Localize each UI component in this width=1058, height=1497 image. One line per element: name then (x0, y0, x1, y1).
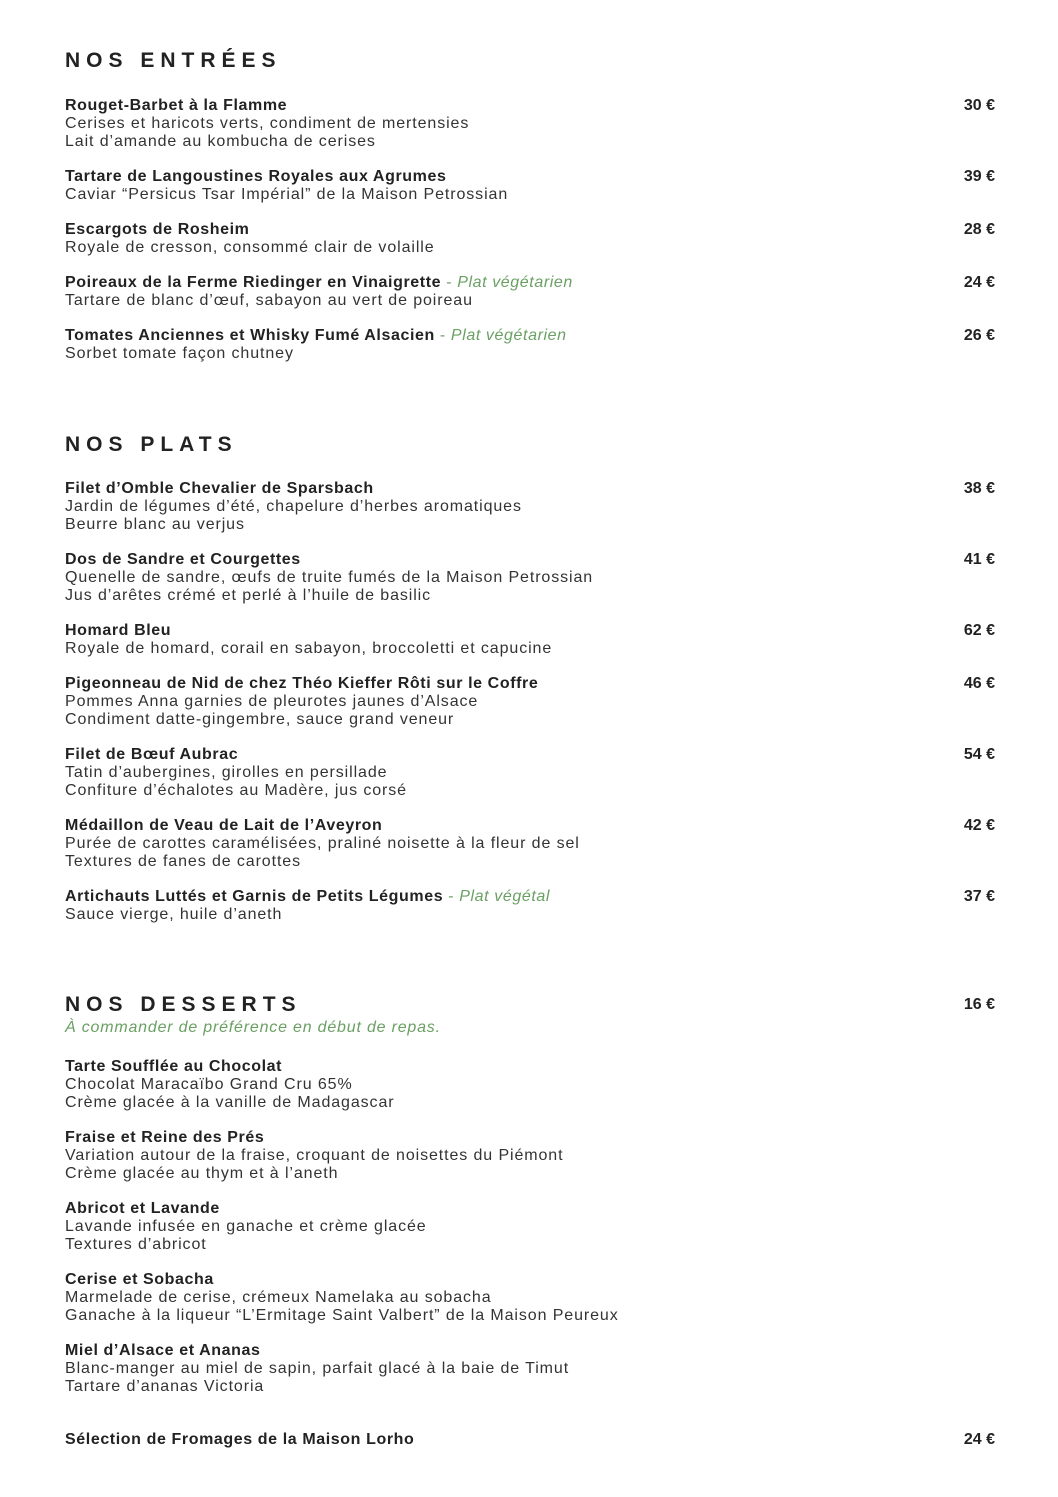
dish-description: Crème glacée à la vanille de Madagascar (65, 1094, 395, 1111)
dish-name (65, 221, 995, 239)
desserts-price: 16 € (963, 996, 995, 1013)
dish-description: Variation autour de la fraise, croquant de noisettes du Piémont (65, 1147, 564, 1164)
dish-description: Condiment datte-gingembre, sauce grand veneur (65, 711, 455, 728)
dish-description: Sorbet tomate façon chutney (65, 345, 294, 362)
section-title-plats: NOS PLATS (65, 433, 238, 456)
dish-description: Purée de carottes caramélisées, praliné noisette à la fleur de sel (65, 835, 580, 852)
dish-description: Blanc-manger au miel de sapin, parfait glacé à la baie de Timut (65, 1360, 570, 1377)
dish-price: 26 € (963, 327, 995, 344)
dish-name-text: Escargots de Rosheim (65, 221, 250, 238)
dish-description: Confiture d’échalotes au Madère, jus corsé (65, 782, 407, 799)
dish-item (65, 622, 995, 658)
dish-name (65, 480, 995, 498)
dish-price: 42 € (963, 817, 995, 834)
dish-item (65, 480, 995, 534)
dish-name (65, 622, 995, 640)
dish-name-text: Abricot et Lavande (65, 1200, 220, 1217)
dish-description: Pommes Anna garnies de pleurotes jaunes d’Alsace (65, 693, 479, 710)
dish-price: 30 € (963, 97, 995, 114)
dish-name-text: Artichauts Luttés et Garnis de Petits Légumes (65, 888, 444, 905)
dish-description: Tartare de blanc d’œuf, sabayon au vert de poireau (65, 292, 473, 309)
dish-description: Lavande infusée en ganache et crème glacée (65, 1218, 427, 1235)
dish-name-text: Tartare de Langoustines Royales aux Agrumes (65, 168, 447, 185)
dish-item (65, 97, 995, 151)
dish-name (65, 1129, 995, 1147)
dish-name (65, 274, 995, 292)
dish-item (65, 1058, 995, 1112)
dish-description: Ganache à la liqueur “L’Ermitage Saint Valbert” de la Maison Peureux (65, 1307, 619, 1324)
dish-name (65, 675, 995, 693)
cheese-price: 24 € (963, 1431, 995, 1448)
dish-name (65, 888, 995, 906)
dish-item (65, 1200, 995, 1254)
dish-tag-separator: - (443, 888, 460, 905)
dish-description: Textures de fanes de carottes (65, 853, 301, 870)
dish-tag-separator: - (441, 274, 458, 291)
dish-name (65, 817, 995, 835)
dish-item (65, 1271, 995, 1325)
dish-name-text: Fraise et Reine des Prés (65, 1129, 265, 1146)
dish-price: 62 € (963, 622, 995, 639)
dish-name-text: Poireaux de la Ferme Riedinger en Vinaigrette (65, 274, 442, 291)
dish-name-text: Tomates Anciennes et Whisky Fumé Alsacien (65, 327, 435, 344)
dish-item (65, 274, 995, 310)
plats-section (65, 432, 995, 458)
dish-name (65, 97, 995, 115)
dish-name (65, 327, 995, 345)
cheese-item (65, 1431, 995, 1449)
dish-description: Tartare d’ananas Victoria (65, 1378, 265, 1395)
dish-description: Lait d’amande au kombucha de cerises (65, 133, 376, 150)
desserts-list (65, 1058, 995, 1413)
dish-name (65, 1342, 995, 1360)
dish-price: 46 € (963, 675, 995, 692)
dish-item (65, 746, 995, 800)
desserts-note: À commander de préférence en début de repas. (65, 1019, 441, 1036)
dish-item (65, 1129, 995, 1183)
dish-description: Quenelle de sandre, œufs de truite fumés de la Maison Petrossian (65, 569, 594, 586)
dish-description: Jardin de légumes d’été, chapelure d’herbes aromatiques (65, 498, 522, 515)
dish-price: 39 € (963, 168, 995, 185)
dish-item (65, 888, 995, 924)
dish-item (65, 221, 995, 257)
dish-name (65, 551, 995, 569)
dish-description: Crème glacée au thym et à l’aneth (65, 1165, 339, 1182)
dish-item (65, 675, 995, 729)
dish-price: 38 € (963, 480, 995, 497)
dish-description: Tatin d’aubergines, girolles en persillade (65, 764, 388, 781)
dish-name-text: Pigeonneau de Nid de chez Théo Kieffer Rôti sur le Coffre (65, 675, 539, 692)
section-title-entrees: NOS ENTRÉES (65, 49, 282, 72)
dish-price: 24 € (963, 274, 995, 291)
dish-tag-separator: - (434, 327, 451, 344)
dish-description: Beurre blanc au verjus (65, 516, 245, 533)
dish-name (65, 1200, 995, 1218)
desserts-section (65, 992, 995, 1038)
dish-name (65, 1058, 995, 1076)
dish-name-text: Rouget-Barbet à la Flamme (65, 97, 288, 114)
dish-item (65, 551, 995, 605)
dish-tag: Plat végétarien (457, 274, 573, 291)
dish-tag: Plat végétarien (450, 327, 567, 344)
dish-description: Sauce vierge, huile d’aneth (65, 906, 283, 923)
dish-item (65, 327, 995, 363)
dish-price: 37 € (963, 888, 995, 905)
dish-price: 41 € (963, 551, 995, 568)
plats-list (65, 480, 995, 941)
dish-name-text: Dos de Sandre et Courgettes (65, 551, 301, 568)
dish-name-text: Homard Bleu (65, 622, 172, 639)
dish-description: Cerises et haricots verts, condiment de mertensies (65, 115, 470, 132)
dish-name-text: Filet de Bœuf Aubrac (65, 746, 239, 763)
dish-price: 54 € (963, 746, 995, 763)
dish-description: Chocolat Maracaïbo Grand Cru 65% (65, 1076, 353, 1093)
dish-name (65, 168, 995, 186)
dish-description: Royale de homard, corail en sabayon, broccoletti et capucine (65, 640, 553, 657)
dish-name-text: Cerise et Sobacha (65, 1271, 214, 1288)
dish-price: 28 € (963, 221, 995, 238)
entrees-list (65, 97, 995, 380)
entrees-section (65, 48, 995, 74)
dish-name (65, 746, 995, 764)
dish-description: Marmelade de cerise, crémeux Namelaka au sobacha (65, 1289, 492, 1306)
dish-name-text: Filet d’Omble Chevalier de Sparsbach (65, 480, 374, 497)
dish-name-text: Tarte Soufflée au Chocolat (65, 1058, 283, 1075)
dish-description: Jus d’arêtes crémé et perlé à l’huile de basilic (65, 587, 432, 604)
dish-item (65, 1342, 995, 1396)
dish-item (65, 168, 995, 204)
cheese-name: Sélection de Fromages de la Maison Lorho (65, 1431, 415, 1448)
section-title-desserts: NOS DESSERTS (65, 993, 302, 1016)
dish-name-text: Miel d’Alsace et Ananas (65, 1342, 261, 1359)
dish-tag: Plat végétal (459, 888, 551, 905)
dish-item (65, 817, 995, 871)
dish-description: Royale de cresson, consommé clair de volaille (65, 239, 435, 256)
dish-description: Textures d’abricot (65, 1236, 207, 1253)
dish-name (65, 1271, 995, 1289)
dish-name-text: Médaillon de Veau de Lait de l’Aveyron (65, 817, 383, 834)
dish-description: Caviar “Persicus Tsar Impérial” de la Maison Petrossian (65, 186, 509, 203)
